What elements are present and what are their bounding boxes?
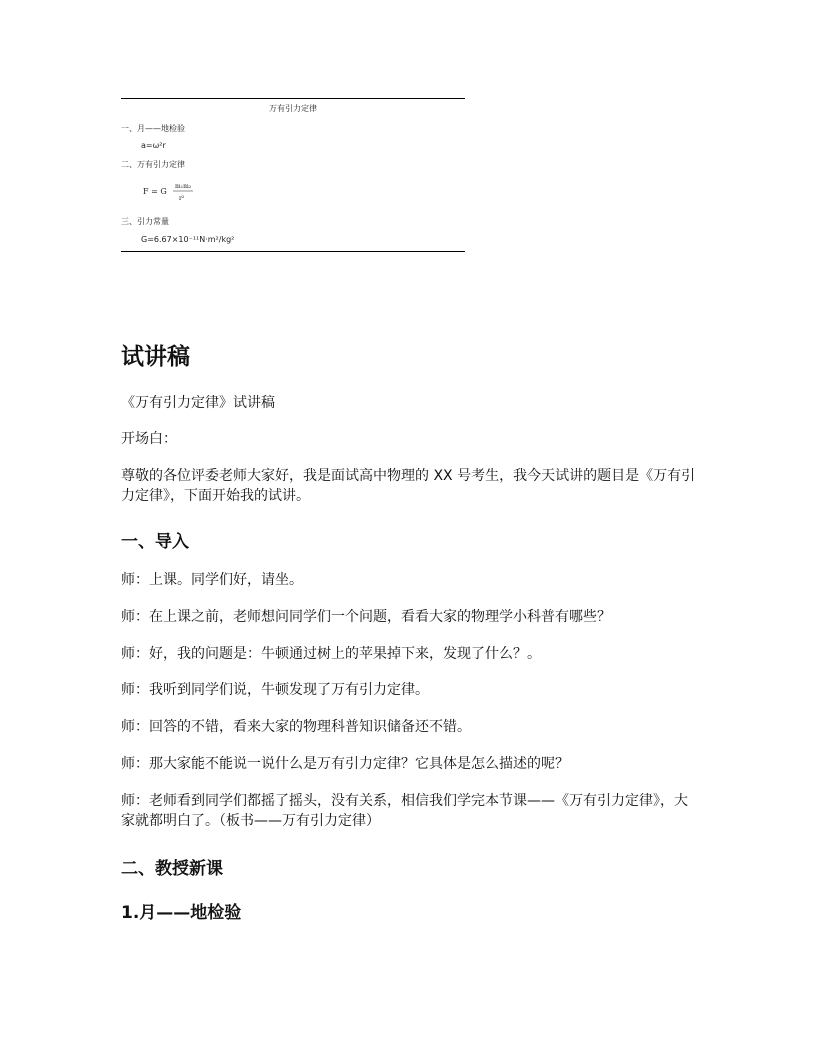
section-new-lesson-heading: 二、教授新课: [121, 859, 223, 879]
board-line-law: 二、万有引力定律: [121, 160, 185, 169]
dialogue-line: 师：老师看到同学们都摇了摇头，没有关系，相信我们学完本节课——《万有引力定律》，大家就都明白了。（板书——万有引力定律）: [121, 793, 688, 829]
dialogue-line: 师：那大家能不能说一说什么是万有引力定律？它具体是怎么描述的呢？: [121, 756, 569, 772]
doc-subtitle: 《万有引力定律》试讲稿: [121, 395, 275, 411]
formula-numerator: m₁m₂: [175, 183, 192, 190]
blackboard-outline: [121, 98, 465, 252]
gravitation-formula: [143, 179, 203, 205]
subsection-moon-earth-heading: 1.月——地检验: [121, 903, 242, 923]
opening-text: 尊敬的各位评委老师大家好，我是面试高中物理的 XX 号考生，我今天试讲的题目是《万有引力定律》，下面开始我的试讲。: [121, 468, 696, 504]
dialogue-line: 师：在上课之前，老师想问同学们一个问题，看看大家的物理学小科普有哪些？: [121, 609, 611, 625]
opening-label: 开场白：: [121, 431, 177, 447]
board-line-moon-earth: 一、月——地检验: [121, 124, 185, 133]
dialogue-line: 师：好，我的问题是：牛顿通过树上的苹果掉下来，发现了什么？。: [121, 646, 541, 662]
dialogue-line: 师：我听到同学们说，牛顿发现了万有引力定律。: [121, 682, 429, 698]
board-title: 万有引力定律: [269, 104, 317, 113]
dialogue-line: 师：回答的不错，看来大家的物理科普知识储备还不错。: [121, 719, 471, 735]
formula-denominator: r²: [179, 195, 185, 202]
dialogue-line: 师：上课。同学们好，请坐。: [121, 572, 303, 588]
formula-lhs: F = G: [143, 187, 167, 196]
section-intro-heading: 一、导入: [121, 532, 189, 552]
board-line-constant-value: G=6.67×10⁻¹¹N·m²/kg²: [141, 235, 235, 244]
board-line-constant: 三、引力常量: [121, 217, 169, 226]
board-line-acceleration: a=ω²r: [141, 141, 166, 150]
doc-title: 试讲稿: [121, 344, 190, 370]
